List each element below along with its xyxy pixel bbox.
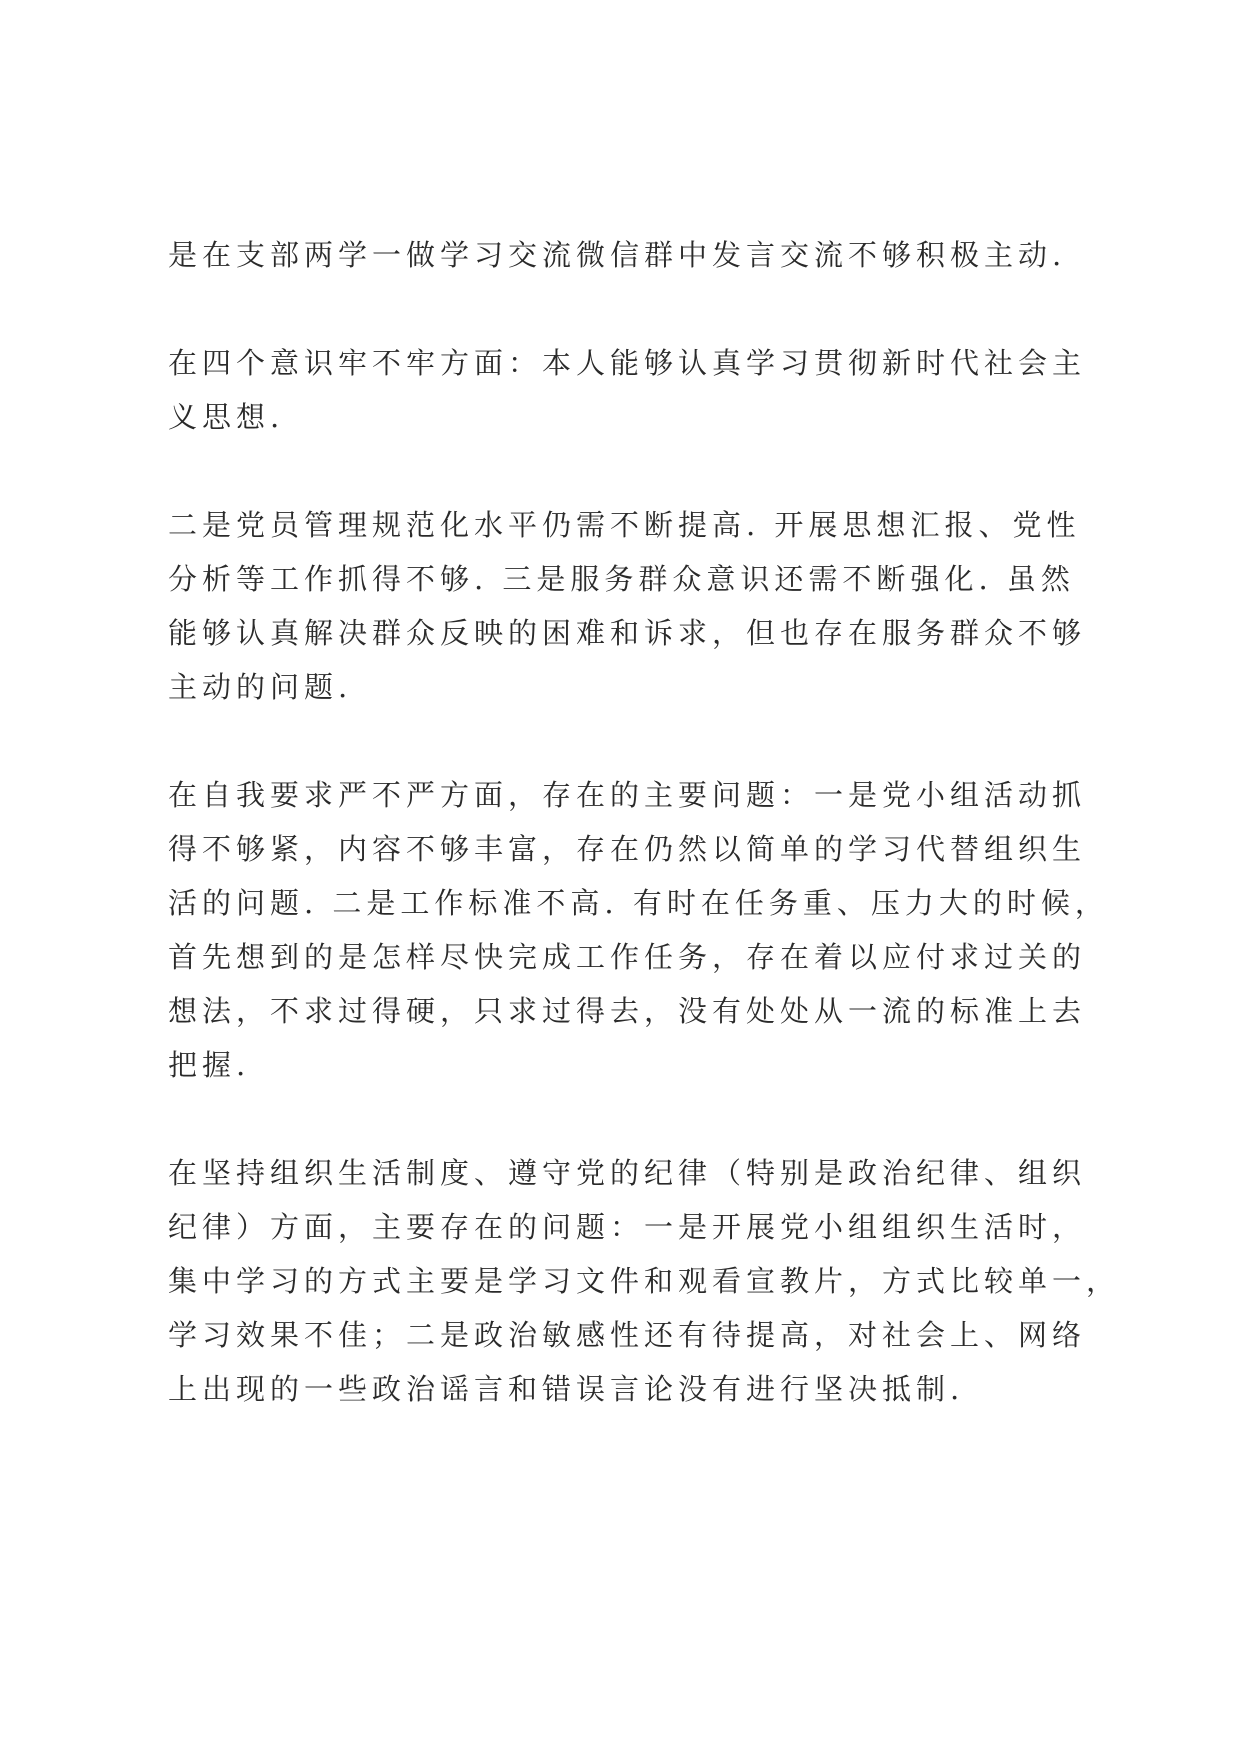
text-line: 能够认真解决群众反映的困难和诉求，但也存在服务群众不够 (168, 616, 1087, 650)
document-body (168, 228, 1121, 1470)
text-line: 学习效果不佳；二是政治敏感性还有待提高，对社会上、网络 (168, 1318, 1087, 1352)
text-line: 分析等工作抓得不够. 三是服务群众意识还需不断强化. 虽然 (168, 562, 1075, 596)
text-line: 上出现的一些政治谣言和错误言论没有进行坚决抵制. (168, 1372, 965, 1406)
text-line: 活的问题. 二是工作标准不高. 有时在任务重、压力大的时候， (168, 886, 1109, 920)
text-line: 在坚持组织生活制度、遵守党的纪律（特别是政治纪律、组织 (168, 1156, 1087, 1190)
paragraph-1 (168, 228, 1078, 282)
text-line: 二是党员管理规范化水平仍需不断提高. 开展思想汇报、党性 (168, 508, 1081, 542)
text-line: 是在支部两学一做学习交流微信群中发言交流不够积极主动. (168, 238, 1067, 272)
text-line: 得不够紧，内容不够丰富，存在仍然以简单的学习代替组织生 (168, 832, 1087, 866)
text-line: 想法，不求过得硬，只求过得去，没有处处从一流的标准上去 (168, 994, 1087, 1028)
paragraph-4 (168, 768, 1109, 1092)
paragraph-2 (168, 336, 1087, 444)
text-line: 在自我要求严不严方面，存在的主要问题：一是党小组活动抓 (168, 778, 1087, 812)
text-line: 主动的问题. (168, 670, 353, 704)
paragraph-5 (168, 1146, 1121, 1416)
text-line: 把握. (168, 1048, 251, 1082)
text-line: 集中学习的方式主要是学习文件和观看宣教片，方式比较单一， (168, 1264, 1121, 1298)
paragraph-3 (168, 498, 1087, 714)
text-line: 在四个意识牢不牢方面：本人能够认真学习贯彻新时代社会主 (168, 346, 1087, 380)
text-line: 首先想到的是怎样尽快完成工作任务，存在着以应付求过关的 (168, 940, 1087, 974)
text-line: 纪律）方面，主要存在的问题：一是开展党小组组织生活时， (168, 1210, 1087, 1244)
text-line: 义思想. (168, 400, 285, 434)
